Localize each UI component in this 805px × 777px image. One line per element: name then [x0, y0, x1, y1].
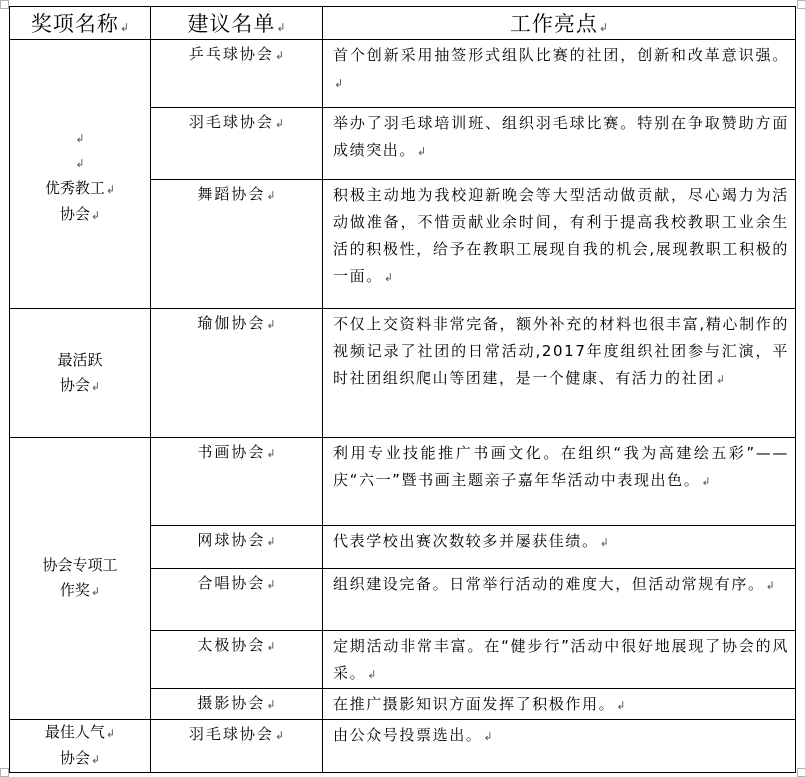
highlight-cell: 在推广摄影知识方面发挥了积极作用。↲ [323, 689, 796, 720]
award-cell-most-active: 最活跃 协会↲ [10, 309, 151, 438]
header-work-highlights: 工作亮点↲ [323, 7, 796, 40]
club-name-cell: 瑜伽协会↲ [151, 309, 323, 438]
award-cell-outstanding: ↲ ↲ 优秀教工↲ 协会↲ [10, 40, 151, 309]
club-name-cell: 网球协会↲ [151, 526, 323, 569]
club-name-cell: 乒乓球协会↲ [151, 40, 323, 108]
table-row [10, 438, 796, 526]
page-corner-mark-top-right [797, 0, 805, 9]
table-row [10, 720, 796, 773]
header-award-name: 奖项名称↲ [10, 7, 151, 40]
award-recommendation-table [9, 6, 796, 773]
club-name-cell: 舞蹈协会↲ [151, 180, 323, 309]
highlight-cell: 积极主动地为我校迎新晚会等大型活动做贡献，尽心竭力为活动做准备，不惜贡献业余时间，有利于提高我校教职工业余生活的积极性，给予在教职工展现自我的机会,展现教职工积极的一面。↲ [323, 180, 796, 309]
highlight-cell: 由公众号投票选出。↲ [323, 720, 796, 773]
header-recommended-list: 建议名单↲ [151, 7, 323, 40]
award-cell-most-popular: 最佳人气↲ 协会↲ [10, 720, 151, 773]
table-header-row [10, 7, 796, 40]
page-corner-mark-top-left [0, 0, 9, 9]
club-name-cell: 羽毛球协会↲ [151, 108, 323, 180]
club-name-cell: 太极协会↲ [151, 631, 323, 689]
club-name-cell: 合唱协会↲ [151, 569, 323, 631]
club-name-cell: 书画协会↲ [151, 438, 323, 526]
table-row [10, 309, 796, 438]
highlight-cell: 定期活动非常丰富。在“健步行”活动中很好地展现了协会的风采。↲ [323, 631, 796, 689]
award-cell-special-work: 协会专项工 作奖↲ [10, 438, 151, 720]
highlight-cell: 举办了羽毛球培训班、组织羽毛球比赛。特别在争取赞助方面成绩突出。↲ [323, 108, 796, 180]
table-row [10, 40, 796, 108]
highlight-cell: 代表学校出赛次数较多并屡获佳绩。↲ [323, 526, 796, 569]
club-name-cell: 羽毛球协会↲ [151, 720, 323, 773]
highlight-cell: 首个创新采用抽签形式组队比赛的社团，创新和改革意识强。↲ [323, 40, 796, 108]
highlight-cell: 利用专业技能推广书画文化。在组织“我为高建绘五彩”——庆“六一”暨书画主题亲子嘉年华活动中表现出色。↲ [323, 438, 796, 526]
highlight-cell: 不仅上交资料非常完备，额外补充的材料也很丰富,精心制作的视频记录了社团的日常活动,2017年度组织社团参与汇演，平时社团组织爬山等团建，是一个健康、有活力的社团↲ [323, 309, 796, 438]
highlight-cell: 组织建设完备。日常举行活动的难度大，但活动常规有序。↲ [323, 569, 796, 631]
club-name-cell: 摄影协会↲ [151, 689, 323, 720]
